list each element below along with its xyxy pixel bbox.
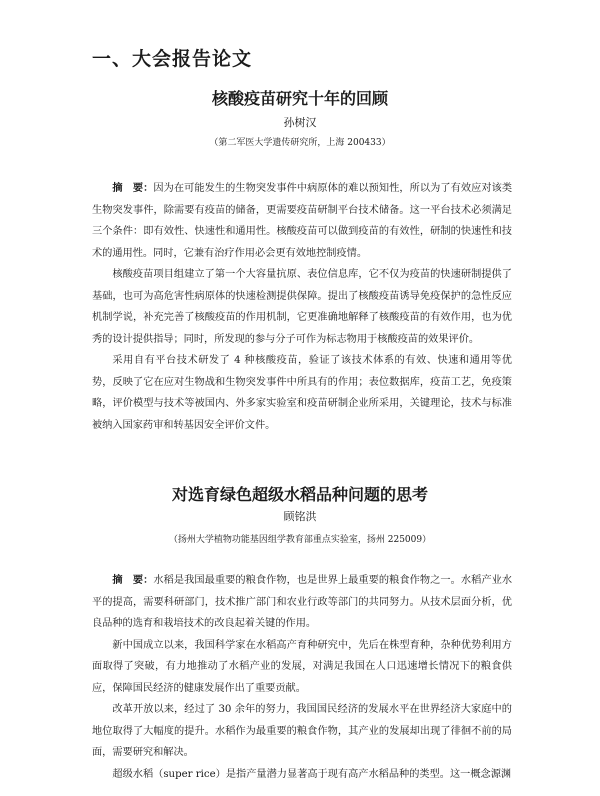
paper2-title: 对选育绿色超级水稻品种问题的思考 xyxy=(171,485,428,504)
paper1-title: 核酸疫苗研究十年的回顾 xyxy=(211,89,388,108)
paper2-paragraph: 改革开放以来，经过了 30 余年的努力，我国国民经济的发展水平在世界经济大家庭中的地位取得了大幅度的提升。水稻作为最重要的粮食作物，其产业的发展却出现了徘徊不前的局面，需要研究和解决。 xyxy=(92,704,512,758)
paper1-paragraph: 核酸疫苗项目组建立了第一个大容量抗原、表位信息库，它不仅为疫苗的快速研制提供了基础，也可为高危害性病原体的快速检测提供保障。提出了核酸疫苗诱导免疫保护的急性反应机制学说，补充完善了核酸疫苗的作用机制，它更准确地解释了核酸疫苗的有效作用，也为优秀的设计提供指导；同时，所发现的参与分子可作为标志物用于核酸疫苗的效果评价。 xyxy=(92,269,512,345)
paper2-paragraph: 超级水稻（super rice）是指产量潜力显著高于现有高产水稻品种的类型。这一概念源渊 xyxy=(112,768,512,780)
paper1-affiliation: （第二军医大学遗传研究所，上海 200433） xyxy=(209,138,391,148)
paper1-author: 孙树汉 xyxy=(283,116,317,129)
paper1-paragraph: 采用自有平台技术研发了 4 种核酸疫苗，验证了该技术体系的有效、快速和通用等优势，反映了它在应对生物战和生物突发事件中所具有的作用；表位数据库，疫苗工艺，免疫策略，评价模型与技术等被国内、外多家实验室和疫苗研制企业所采用，关键理论，技术与标准被纳入国家药审和转基因安全评价文件。 xyxy=(92,355,512,431)
paper2-affiliation: （扬州大学植物功能基因组学教育部重点实验室，扬州 225009） xyxy=(168,535,432,545)
paper2-paragraph: 摘 要：水稻是我国最重要的粮食作物，也是世界上最重要的粮食作物之一。水稻产业水平的提高，需要科研部门，技术推广部门和农业行政等部门的共同努力。从技术层面分析，优良品种的选育和栽培技术的改良起着关键的作用。 xyxy=(92,574,513,629)
section-heading: 一、大会报告论文 xyxy=(92,48,253,70)
paper1-body xyxy=(92,178,512,436)
paper2-author: 顾铭洪 xyxy=(283,510,317,523)
paper1-paragraph: 摘 要：因为在可能发生的生物突发事件中病原体的难以预知性，所以为了有效应对该类生物突发事件，除需要有疫苗的储备，更需要疫苗研制平台技术储备。这一平台技术必须满足三个条件：即有效性、快速性和通用性。核酸疫苗可以做到疫苗的有效性，研制的快速性和技术的通用性。同时，它兼有治疗作用必会更有效地控制疫情。 xyxy=(92,182,513,259)
paper2-body xyxy=(92,570,512,785)
paper2-paragraph: 新中国成立以来，我国科学家在水稻高产育种研究中，先后在株型育种，杂种优势利用方面取得了突破，有力地推动了水稻产业的发展，对满足我国在人口迅速增长情况下的粮食供应，保障国民经济的健康发展作出了重要贡献。 xyxy=(92,639,512,694)
paper1-abstract-label: 摘 要： xyxy=(112,182,154,194)
paper2-abstract-label: 摘 要： xyxy=(112,574,154,586)
